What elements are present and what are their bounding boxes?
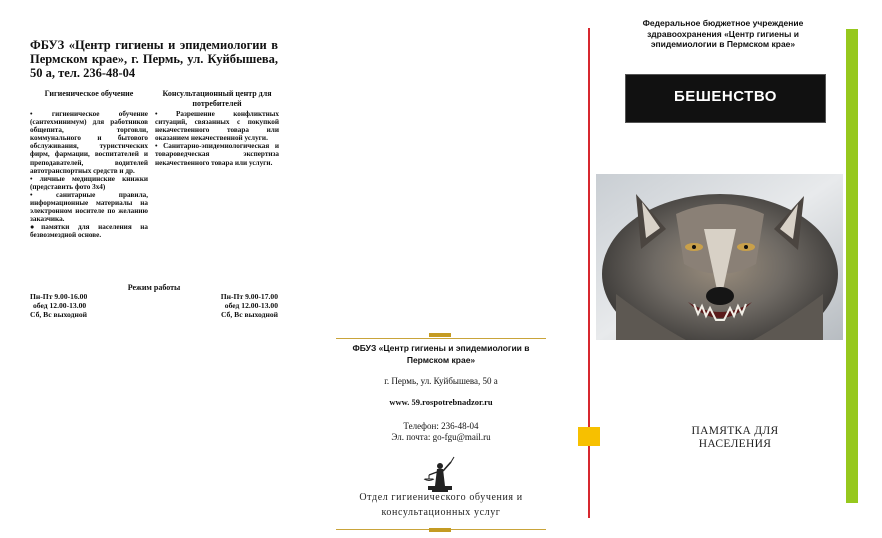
department-name: Отдел гигиенического обучения и консультационных услуг — [359, 492, 523, 518]
address: г. Пермь, ул. Куйбышева, 50 а — [384, 376, 498, 386]
hygiene-training-list — [30, 110, 148, 240]
wolf-photo — [596, 174, 843, 340]
hygiene-training-heading: Гигиеническое обучение — [44, 89, 134, 98]
hours-line: Сб, Вс выходной — [30, 310, 88, 319]
hours-line: Пн-Пт 9.00-17.00 — [220, 292, 278, 301]
accent-square — [578, 427, 600, 446]
cover-org-name: Федеральное бюджетное учреждение здравоохранения «Центр гигиены и эпидемиологии в Пермском крае» — [642, 18, 804, 49]
divider-tab — [429, 528, 451, 532]
list-item: • санитарные правила, информационные материалы на электронном носителе по желанию заказчика. — [30, 190, 148, 224]
accent-bar — [846, 29, 858, 503]
working-hours-right — [178, 292, 278, 319]
list-item: ●памятки для населения на безвозмездной основе. — [30, 223, 148, 240]
hours-line: Пн-Пт 9.00-16.00 — [30, 292, 88, 301]
email-link[interactable]: Эл. почта: go-fgu@mail.ru — [391, 432, 491, 442]
hours-line: Сб, Вс выходной — [220, 310, 278, 319]
hours-line: обед 12.00-13.00 — [33, 301, 87, 310]
phone: Телефон: 236-48-04 — [403, 421, 479, 431]
list-item: • Разрешение конфликтных ситуаций, связанных с покупкой некачественного товара или оказанием некачественной услуги. — [155, 110, 279, 143]
list-item: • Санитарно-эпидемиологическая и товароведческая экспертиза некачественного товара или услуги. — [155, 142, 279, 167]
list-item: • личные медицинские книжки (представить фото 3х4) — [30, 174, 148, 191]
working-hours-left — [30, 292, 87, 319]
middle-org-name: ФБУЗ «Центр гигиены и эпидемиологии в Пермском крае» — [352, 343, 530, 365]
working-hours-title: Режим работы — [127, 283, 181, 292]
consumer-center-list — [155, 110, 279, 167]
cover-title: БЕШЕНСТВО — [674, 88, 777, 105]
divider-tab — [429, 333, 451, 337]
website-link[interactable]: www. 59.rospotrebnadzor.ru — [389, 397, 493, 407]
hours-line: обед 12.00-13.00 — [224, 301, 278, 310]
divider — [336, 338, 546, 339]
contact-header: ФБУЗ «Центр гигиены и эпидемиологии в Пермском крае», г. Пермь, ул. Куйбышева, 50 а, тел. 236-48-04 — [30, 38, 278, 80]
memo-subtitle: ПАМЯТКА ДЛЯ НАСЕЛЕНИЯ — [691, 425, 779, 450]
list-item: • гигиеническое обучение (сантехминимум) для работников общепита, торговли, коммунального и бытового обслуживания, туристических фирм, фармации, воспитателей и преподавателей, водителей автотранспортных средств и др. — [30, 110, 148, 175]
themis-statue-icon — [420, 456, 460, 494]
consumer-center-heading: Консультационный центр для потребителей — [162, 89, 272, 108]
